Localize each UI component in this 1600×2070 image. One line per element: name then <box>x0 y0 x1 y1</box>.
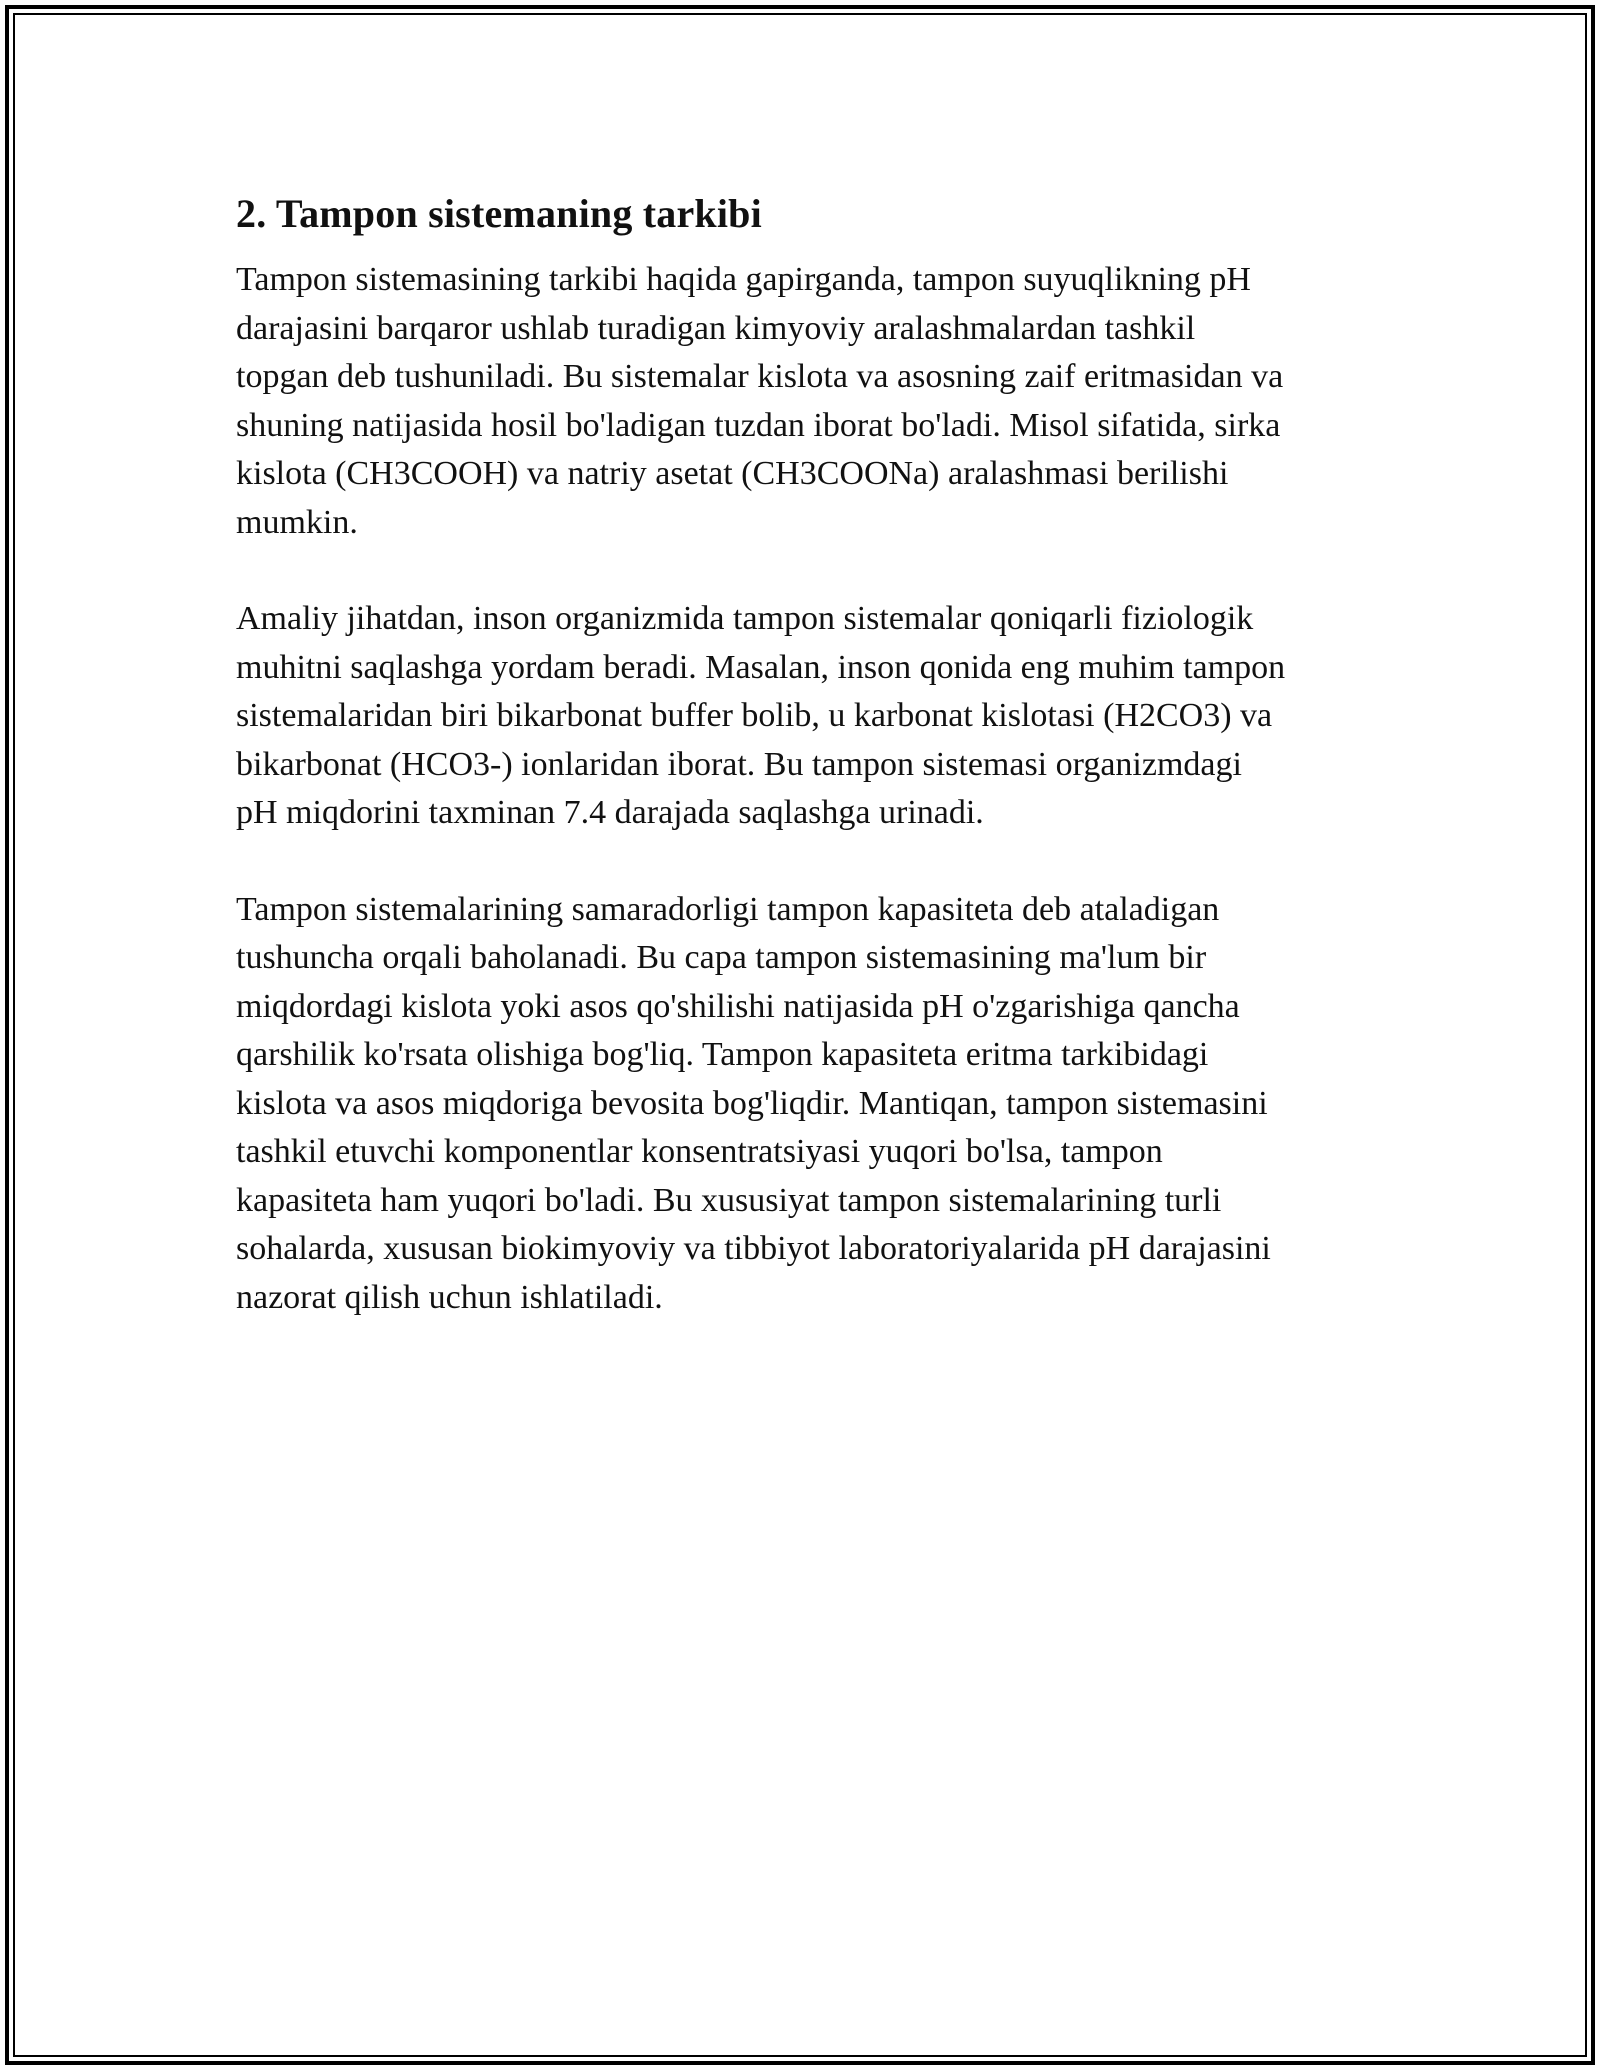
section-title: 2. Tampon sistemaning tarkibi <box>236 191 762 236</box>
paragraph-buffer-capacity: Tampon sistemalarining samaradorligi tampon kapasiteta deb ataladigan tushuncha orqali baholanadi. Bu capa tampon sistemasining ma'lum bir miqdordagi kislota yoki asos qo'shilishi natijasida pH o'zgarishiga qancha qarshilik ko'rsata olishiga bog'liq. Tampon kapasiteta eritma tarkibidagi kislota va asos miqdoriga bevosita bog'liqdir. Mantiqan, tampon sistemasini tashkil etuvchi komponentlar konsentratsiyasi yuqori bo'lsa, tampon kapasiteta ham yuqori bo'ladi. Bu xususiyat tampon sistemalarining turli sohalarda, xususan biokimyoviy va tibbiyot laboratoriyalarida pH darajasini nazorat qilish uchun ishlatiladi. <box>236 890 1271 1316</box>
paragraph-composition: Tampon sistemasining tarkibi haqida gapirganda, tampon suyuqlikning pH darajasini barqaror ushlab turadigan kimyoviy aralashmalardan tashkil topgan deb tushuniladi. Bu sistemalar kislota va asosning zaif eritmasidan va shuning natijasida hosil bo'ladigan tuzdan iborat bo'ladi. Misol sifatida, sirka kislota (CH3COOH) va natriy asetat (CH3COONa) aralashmasi berilishi mumkin. <box>236 261 1284 541</box>
document-body <box>236 186 1376 1322</box>
paragraph-physiology: Amaliy jihatdan, inson organizmida tampon sistemalar qoniqarli fiziologik muhitni saqlashga yordam beradi. Masalan, inson qonida eng muhim tampon sistemalaridan biri bikarbonat buffer bolib, u karbonat kislotasi (H2CO3) va bikarbonat (HCO3-) ionlaridan iborat. Bu tampon sistemasi organizmdagi pH miqdorini taxminan 7.4 darajada saqlashga urinadi. <box>236 600 1286 831</box>
